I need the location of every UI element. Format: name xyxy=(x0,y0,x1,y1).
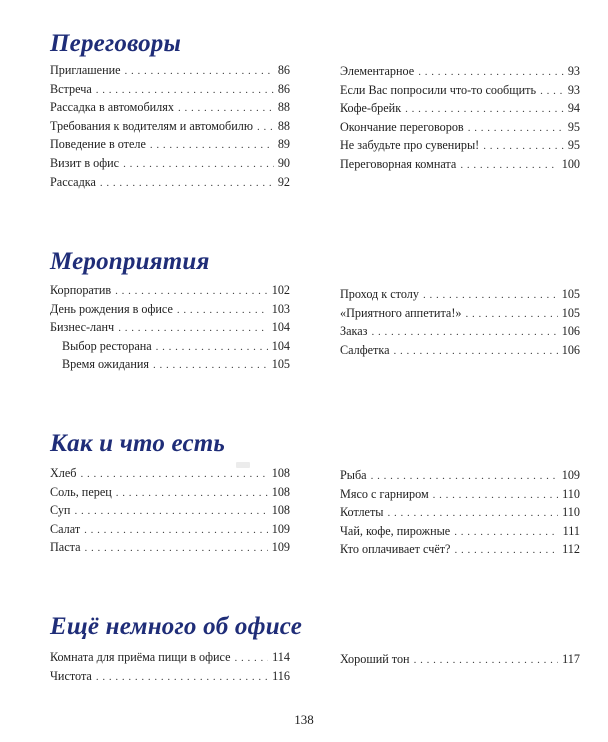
toc-entry[interactable] xyxy=(50,503,290,522)
entry-page: 109 xyxy=(271,540,290,555)
leader-dots xyxy=(178,102,274,114)
entry-label: Если Вас попросили что-то сообщить xyxy=(340,82,537,97)
entry-label: Приглашение xyxy=(50,63,121,77)
toc-column-right xyxy=(340,468,580,561)
toc-entry[interactable] xyxy=(50,485,290,504)
toc-entry[interactable] xyxy=(340,157,580,176)
entry-page: 108 xyxy=(271,503,290,518)
entry-page: 86 xyxy=(277,63,290,77)
entry-label: Заказ xyxy=(340,324,368,339)
entry-label: Хороший тон xyxy=(340,652,410,666)
entry-label: Комната для приёма пищи в офисе xyxy=(50,650,231,664)
leader-dots xyxy=(483,140,564,152)
toc-entry[interactable] xyxy=(340,652,580,671)
leader-dots xyxy=(81,468,268,480)
entry-label: Бизнес-ланч xyxy=(50,320,115,335)
leader-dots xyxy=(118,322,268,334)
leader-dots xyxy=(394,345,558,357)
entry-label: Требования к водителям и автомобилю xyxy=(50,118,253,133)
entry-page: 94 xyxy=(567,101,580,116)
entry-label: Салат xyxy=(50,521,81,536)
toc-entry[interactable] xyxy=(340,306,580,325)
toc-column-left xyxy=(50,650,290,687)
entry-page: 105 xyxy=(271,357,290,372)
toc-entry[interactable] xyxy=(340,287,580,306)
toc-entry[interactable] xyxy=(50,669,290,688)
toc-entry[interactable] xyxy=(340,468,580,487)
entry-label: Встреча xyxy=(50,81,92,96)
entry-page: 117 xyxy=(562,652,580,666)
leader-dots xyxy=(405,103,564,115)
toc-column-left xyxy=(50,63,290,193)
leader-dots xyxy=(468,122,564,134)
leader-dots xyxy=(85,542,268,554)
leader-dots xyxy=(96,84,274,96)
entry-label: Время ожидания xyxy=(62,357,149,372)
entry-label: Рыба xyxy=(340,468,367,482)
leader-dots xyxy=(418,66,564,78)
section-title: Переговоры xyxy=(50,30,182,57)
entry-page: 111 xyxy=(562,523,580,538)
toc-entry[interactable] xyxy=(50,302,290,321)
leader-dots xyxy=(460,159,557,171)
toc-entry[interactable] xyxy=(340,101,580,120)
entry-label: Выбор ресторана xyxy=(62,338,152,353)
toc-entry[interactable] xyxy=(340,343,580,362)
toc-entry[interactable] xyxy=(50,119,290,138)
leader-dots xyxy=(454,544,558,556)
toc-entry[interactable] xyxy=(340,487,580,506)
toc-subentry[interactable] xyxy=(50,339,290,358)
leader-dots xyxy=(123,158,274,170)
toc-subentry[interactable] xyxy=(50,357,290,376)
entry-page: 110 xyxy=(562,505,580,520)
entry-label: Рассадка в автомобилях xyxy=(50,100,174,115)
entry-page: 114 xyxy=(272,650,290,664)
leader-dots xyxy=(116,487,268,499)
entry-page: 112 xyxy=(562,542,580,557)
entry-page: 106 xyxy=(561,324,580,339)
entry-page: 110 xyxy=(562,486,580,501)
leader-dots xyxy=(454,526,558,538)
toc-column-left xyxy=(50,466,290,559)
entry-page: 105 xyxy=(561,287,580,301)
toc-entry[interactable] xyxy=(50,63,290,82)
toc-entry[interactable] xyxy=(50,82,290,101)
entry-label: Салфетка xyxy=(340,342,390,357)
entry-page: 95 xyxy=(567,119,580,134)
leader-dots xyxy=(387,507,558,519)
entry-label: Окончание переговоров xyxy=(340,119,464,134)
entry-label: Проход к столу xyxy=(340,287,419,301)
leader-dots xyxy=(371,470,558,482)
entry-label: Паста xyxy=(50,540,81,555)
entry-label: Чай, кофе, пирожные xyxy=(340,523,451,538)
entry-label: Корпоратив xyxy=(50,283,112,297)
entry-page: 89 xyxy=(277,137,290,152)
entry-page: 93 xyxy=(567,82,580,97)
entry-label: Поведение в отеле xyxy=(50,137,146,152)
toc-entry[interactable] xyxy=(50,466,290,485)
leader-dots xyxy=(84,524,268,536)
entry-label: «Приятного аппетита!» xyxy=(340,305,462,320)
entry-page: 116 xyxy=(272,668,290,683)
entry-label: Элементарное xyxy=(340,64,415,78)
toc-column-right xyxy=(340,652,580,671)
entry-label: Котлеты xyxy=(340,505,384,520)
entry-label: Мясо с гарниром xyxy=(340,486,429,501)
entry-page: 95 xyxy=(567,138,580,153)
entry-label: Визит в офис xyxy=(50,155,120,170)
toc-entry[interactable] xyxy=(340,324,580,343)
leader-dots xyxy=(371,326,557,338)
entry-page: 92 xyxy=(277,174,290,189)
entry-label: Рассадка xyxy=(50,174,96,189)
entry-page: 88 xyxy=(277,118,290,133)
toc-entry[interactable] xyxy=(50,175,290,194)
toc-entry[interactable] xyxy=(50,540,290,559)
toc-column-right xyxy=(340,287,580,361)
leader-dots xyxy=(177,304,268,316)
section-title: Как и что есть xyxy=(50,430,226,457)
entry-label: Чистота xyxy=(50,668,92,683)
entry-page: 109 xyxy=(561,468,580,482)
entry-page: 106 xyxy=(561,342,580,357)
toc-entry[interactable] xyxy=(340,505,580,524)
entry-page: 104 xyxy=(271,320,290,335)
leader-dots xyxy=(257,121,274,133)
toc-entry[interactable] xyxy=(340,542,580,561)
leader-dots xyxy=(414,654,559,666)
toc-entry[interactable] xyxy=(50,283,290,302)
entry-page: 108 xyxy=(271,466,290,480)
toc-entry[interactable] xyxy=(50,522,290,541)
toc-entry[interactable] xyxy=(340,524,580,543)
entry-page: 103 xyxy=(271,301,290,316)
entry-page: 86 xyxy=(277,81,290,96)
scan-blemish xyxy=(236,462,250,468)
entry-page: 104 xyxy=(271,338,290,353)
leader-dots xyxy=(156,341,268,353)
leader-dots xyxy=(150,139,274,151)
leader-dots xyxy=(100,177,274,189)
leader-dots xyxy=(74,505,267,517)
toc-entry[interactable] xyxy=(50,320,290,339)
toc-entry[interactable] xyxy=(50,156,290,175)
toc-entry[interactable] xyxy=(340,83,580,102)
toc-column-right xyxy=(340,64,580,176)
entry-label: Кофе-брейк xyxy=(340,101,402,116)
entry-page: 90 xyxy=(277,155,290,170)
toc-entry[interactable] xyxy=(340,138,580,157)
entry-label: Соль, перец xyxy=(50,484,112,499)
toc-entry[interactable] xyxy=(50,650,290,669)
section-title: Ещё немного об офисе xyxy=(50,613,303,640)
leader-dots xyxy=(433,489,558,501)
entry-label: Не забудьте про сувениры! xyxy=(340,138,480,153)
leader-dots xyxy=(465,308,557,320)
entry-label: Кто оплачивает счёт? xyxy=(340,542,451,557)
toc-entry[interactable] xyxy=(50,137,290,156)
entry-page: 88 xyxy=(277,100,290,115)
toc-entry[interactable] xyxy=(340,120,580,139)
entry-label: День рождения в офисе xyxy=(50,301,173,316)
leader-dots xyxy=(423,289,558,301)
entry-label: Суп xyxy=(50,503,71,518)
toc-entry[interactable] xyxy=(340,64,580,83)
page-number: 138 xyxy=(294,712,314,727)
entry-page: 109 xyxy=(271,521,290,536)
entry-label: Переговорная комната xyxy=(340,156,457,171)
entry-page: 102 xyxy=(271,283,290,297)
entry-page: 93 xyxy=(567,64,580,78)
section-title: Мероприятия xyxy=(50,248,210,275)
leader-dots xyxy=(540,85,564,97)
leader-dots xyxy=(235,652,269,664)
entry-page: 105 xyxy=(561,305,580,320)
toc-entry[interactable] xyxy=(50,100,290,119)
leader-dots xyxy=(153,359,268,371)
entry-page: 100 xyxy=(561,156,580,171)
entry-label: Хлеб xyxy=(50,466,77,480)
leader-dots xyxy=(96,671,268,683)
entry-page: 108 xyxy=(271,484,290,499)
toc-column-left xyxy=(50,283,290,376)
leader-dots xyxy=(125,65,274,77)
leader-dots xyxy=(115,285,268,297)
